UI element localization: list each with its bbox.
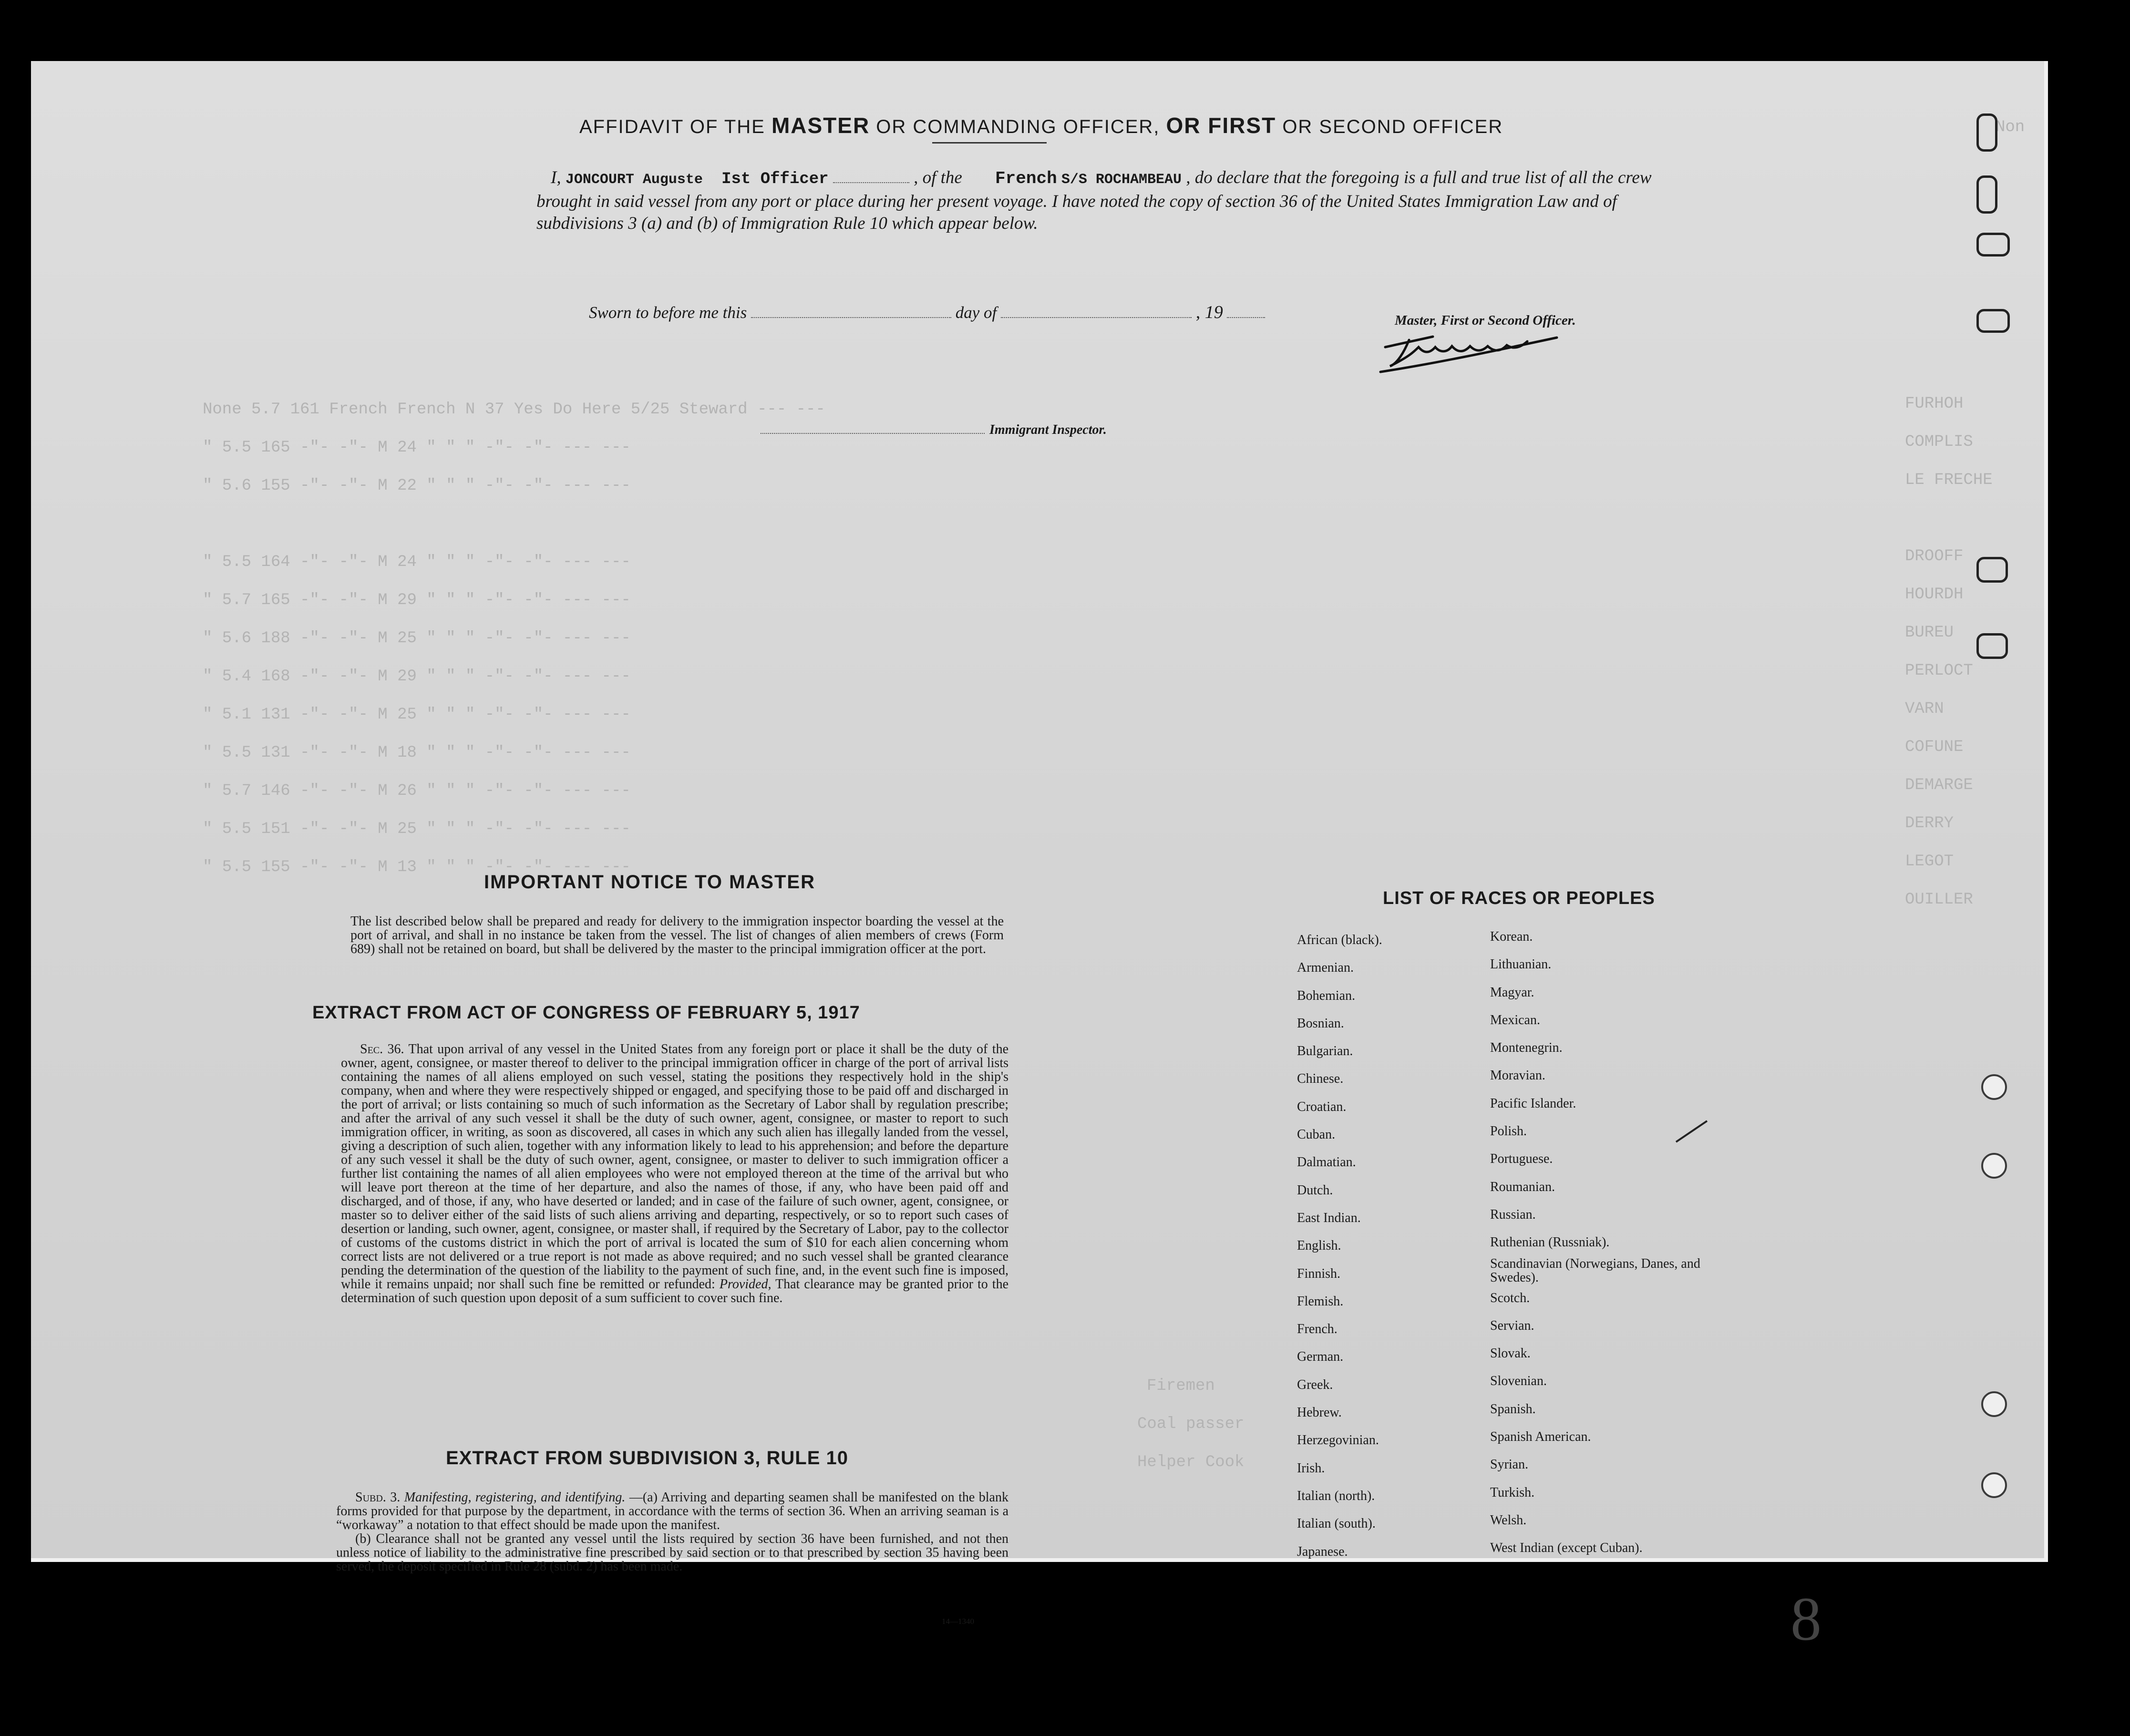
vessel-name: S/S ROCHAMBEAU xyxy=(1061,172,1182,188)
race-item: Scotch. xyxy=(1490,1290,1530,1305)
act-extract-text xyxy=(341,1042,1008,1305)
sworn-line xyxy=(589,302,1265,323)
race-item: Turkish. xyxy=(1490,1485,1535,1500)
subdivision-text-b: (b) Clearance shall not be granted any vessel until the lists required by section 36 have been furnished, and not then unless notice of liability to the administrative fine prescribed by said section or to that prescribed by section 35 having been served, the deposit specified in Rule 28 (subd. 2) has been made. xyxy=(336,1531,1008,1574)
binder-hole-icon xyxy=(1981,1472,2007,1498)
race-item: Bohemian. xyxy=(1297,988,1356,1003)
binder-hole-icon xyxy=(1981,1391,2007,1417)
section-text-end: That clearance may be granted prior to the determination of such question upon deposit of a sum sufficient to cover such fine. xyxy=(341,1277,1008,1305)
inspector-signature-line xyxy=(761,433,985,434)
races-right-column xyxy=(1490,923,1714,1562)
sworn-prefix: Sworn to before me this xyxy=(589,303,747,322)
notice-text: The list described below shall be prepared and ready for delivery to the immigration inspector boarding the vessel at the port of arrival, and shall in no instance be taken from the vessel. The list of changes of alien members of crews (Form 689) shall not be retained on board, but shall be delivered by the master to the principal immigration officer at the port. xyxy=(350,914,1004,956)
of-the-label: , of the xyxy=(914,168,962,187)
race-item: Japanese. xyxy=(1297,1544,1348,1559)
binder-clip-icon xyxy=(1976,557,2008,583)
race-item: Spanish. xyxy=(1490,1401,1536,1417)
page-number: 8 xyxy=(1790,1585,1821,1654)
vessel-nationality: French xyxy=(995,169,1057,188)
race-item: Montenegrin. xyxy=(1490,1040,1563,1056)
inspector-label: Immigrant Inspector. xyxy=(989,422,1107,437)
race-item: Italian (north). xyxy=(1297,1488,1375,1503)
race-item: Slovenian. xyxy=(1490,1374,1547,1389)
provided-label: Provided, xyxy=(719,1277,772,1292)
declaration xyxy=(536,167,1652,235)
race-item: Korean. xyxy=(1490,929,1533,944)
race-item: Italian (south). xyxy=(1297,1516,1376,1531)
race-item: English. xyxy=(1297,1238,1341,1253)
officer-signature xyxy=(1376,318,1576,380)
binder-hole-icon xyxy=(1981,1153,2007,1179)
race-item: Bulgarian. xyxy=(1297,1044,1353,1059)
title-underline xyxy=(932,142,1047,144)
section-label: Sec. 36. xyxy=(360,1042,404,1057)
notice-heading: IMPORTANT NOTICE TO MASTER xyxy=(484,872,815,893)
race-item: Slovak. xyxy=(1490,1346,1531,1361)
race-item: Dalmatian. xyxy=(1297,1155,1356,1170)
race-item: West Indian (except Cuban). xyxy=(1490,1541,1643,1556)
race-item: Servian. xyxy=(1490,1318,1534,1333)
race-item: Moravian. xyxy=(1490,1068,1545,1083)
race-item: Greek. xyxy=(1297,1377,1333,1392)
race-item: Roumanian. xyxy=(1490,1179,1555,1194)
race-item: Herzegovinian. xyxy=(1297,1433,1379,1448)
race-item: Dutch. xyxy=(1297,1182,1333,1198)
race-item: Cuban. xyxy=(1297,1127,1336,1142)
race-item: Hebrew. xyxy=(1297,1405,1342,1420)
race-item: Magyar. xyxy=(1490,985,1534,1000)
binder-clip-icon xyxy=(1976,633,2008,659)
title-part: AFFIDAVIT OF THE xyxy=(579,116,765,137)
form-number: 14—1340 xyxy=(942,1617,974,1626)
race-item: German. xyxy=(1297,1349,1344,1365)
subdivision-title: Manifesting, registering, and identifying. xyxy=(404,1490,626,1505)
race-item: Irish. xyxy=(1297,1460,1325,1476)
races-left-column xyxy=(1297,926,1382,1566)
race-item: Flemish. xyxy=(1297,1294,1344,1309)
title-part: OR COMMANDING OFFICER, xyxy=(876,116,1160,137)
race-item: Lithuanian. xyxy=(1490,957,1552,972)
race-item: Mexican. xyxy=(1490,1012,1540,1027)
document-page: Non FURHOH COMPLIS LE FRECHE DROOFF HOURDH BUREU PERLOCT VARN COFUNE DEMARGE DERRY LEGOT OUILLER None 5.7 161 French French N 37 Yes Do Here 5/25 Steward --- --- " 5.5 165 -"- -"- M 24 " " " -"- -"- --- --- " 5.6 155 -"- -"- M 22 " " " -"- -"- --- --- " 5.5 164 -"- -"- M 24 " " " -"- -"- --- --- " 5.7 165 -"- -"- M 29 " " " -"- -"- --- --- " 5.6 188 -"- -"- M 25 " " " -"- -"- --- --- " 5.4 168 -"- -"- M 29 " " " -"- -"- --- --- " 5.1 131 -"- -"- M 25 " " " -"- -"- --- --- " 5.5 131 -"- -"- M 18 " " " -"- -"- --- --- " 5.7 146 -"- -"- M 26 " " " -"- -"- --- --- " 5.5 151 -"- -"- M 25 " " " -"- -"- --- --- " 5.5 155 -"- -"- M 13 " " " -"- -"- --- --- Firemen Coal passer Helper Cook AFFIDAVIT OF THE MASTER OR COMMANDING OFFICER, OR FIRST OR SECOND OFFICER I, JONCOURT Auguste Ist Officer , of the French S/S ROCHAMBEAU , do declare that the foregoing is a full and true list of all the crew brought in said vessel from any port or place during her present voyage. I have noted the copy of section 36 of the United States Immigration Law and of subdivisions 3 (a) and (b) of Immigration Rule 10 which appear below. Master, First or Second Officer. Sworn to before me this day of , 19 Immigrant Inspector. IMPORTANT NOTICE TO MASTER The list described below shall be prepared and ready for delivery to the immigration inspector boarding the vessel at the port of arrival, and shall in no instance be taken from the vessel. The list of changes of alien members of crews (Form 689) shall not be retained on board, but shall be delivered by the master to the principal immigration officer at the port. EXTRACT FROM ACT OF CONGRESS OF FEBRUARY 5, 1917 Sec. 36. That upon arrival of any vessel in the United States from any foreign port or place it shall be the duty of the owner, agent, consignee, or master thereof to deliver to the principal immigration officer in charge of the port of arrival lists containing the names of all aliens employed on such vessel, stating the positions they respectively hold in the ship's company, when and where they were respectively shipped or engaged, and specifying those to be paid off and discharged in the port of arrival; or lists containing so much of such information as the Secretary of Labor shall by regulation prescribe; and after the arrival of any such vessel it shall be the duty of such owner, agent, consignee, or master to report to such immigration officer, in writing, as soon as discovered, all cases in which any such alien has illegally landed from the vessel, giving a description of such alien, together with any information likely to lead to his apprehension; and before the departure of any such vessel it shall be the duty of such owner, agent, consignee, or master to deliver to such immigration officer a further list containing the names of all alien employees who were not employed thereon at the time of the arrival but who will leave port thereon at the time of her departure, and also the names of those, if any, who have been paid off and discharged, and of those, if any, who have deserted or landed; and in case of the failure of such owner, agent, consignee, or master so to deliver either of the said lists of such aliens arriving and departing, respectively, or so to report such cases of desertion or landing, such owner, agent, consignee, or master shall, if required by the Secretary of Labor, pay to the collector of customs of the customs district in which the port of arrival is located the sum of $10 for each alien concerning whom correct lists are not delivered or a true report is not made as above required; and no such vessel shall be granted clearance pending the determination of the question of the liability to the payment of such fine, and, in the event such fine is imposed, while it remains unpaid; nor shall such fine be remitted or refunded: Provided, That clearance may be granted prior to the determination of such question upon deposit of a sum sufficient to cover such fine. EXTRACT FROM SUBDIVISION 3, RULE 10 Subd. 3. Manifesting, registering, and identifying. —(a) Arriving and departing seamen shall be manifested on the blank forms provided for that purpose by the department, in accordance with the terms of section 36. When an arriving seaman is a “workaway” a notation to that effect should be made upon the manifest. (b) Clearance shall not be granted any vessel until the lists required by section 36 have been furnished, and not then unless notice of liability to the administrative fine prescribed by said section or to that prescribed by section 35 having been served, the deposit specified in Rule 28 (subd. 2) has been made. 14—1340 LIST OF RACES OR PEOPLES African (black). Armenian. Bohemian. Bosnian. Bulgarian. Chinese. Croatian. Cuban. Dalmatian. Dutch. East Indian. English. Finnish. Flemish. French. German. Greek. Hebrew. Herzegovinian. Irish. Italian (north). Italian (south). Japanese. Korean. Lithuanian. Magyar. Mexican. Montenegrin. Moravian. Pacific Islander. Polish. Portuguese. Roumanian. Russian. Ruthenian (Russniak). Scandinavian (Norwegians, Danes, and Swedes). Scotch. Servian. Slovak. Slovenian. Spanish. Spanish American. Syrian. Turkish. Welsh. West Indian (except Cuban). 8 xyxy=(31,61,2048,1562)
declaration-body: that the foregoing is a full and true list of all the crew brought in said vessel from any port or place during her present voyage. I have noted the copy of section 36 of the United States Immigration Law and of subdivisions 3 (a) and (b) of Immigration Rule 10 which appear below. xyxy=(536,168,1652,233)
race-item: Ruthenian (Russniak). xyxy=(1490,1235,1610,1250)
race-item: Welsh. xyxy=(1490,1512,1527,1528)
race-item: Scandinavian (Norwegians, Danes, and Swedes). xyxy=(1490,1256,1700,1285)
race-item: Spanish American. xyxy=(1490,1429,1591,1445)
race-item: Syrian. xyxy=(1490,1457,1529,1472)
race-item: Pacific Islander. xyxy=(1490,1096,1576,1111)
binder-clip-icon xyxy=(1976,309,2010,333)
master-signature-label: Master, First or Second Officer. xyxy=(1395,313,1576,328)
rule-extract-text xyxy=(336,1490,1008,1573)
pencil-tick-mark xyxy=(1674,1117,1712,1146)
races-heading: LIST OF RACES OR PEOPLES xyxy=(1383,888,1655,908)
race-item: African (black). xyxy=(1297,933,1382,947)
act-extract-heading: EXTRACT FROM ACT OF CONGRESS OF FEBRUARY 5, 1917 xyxy=(312,1003,860,1023)
title-part: OR SECOND OFFICER xyxy=(1282,116,1503,137)
sworn-year-label: , 19 xyxy=(1195,302,1223,322)
race-item: Finnish. xyxy=(1297,1266,1341,1281)
subdivision-text-a: —(a) Arriving and departing seamen shall be manifested on the blank forms provided for that purpose by the department, in accordance with the terms of section 36. When an arriving seaman is a “workaway” a notation to that effect should be made upon the manifest. xyxy=(336,1490,1008,1532)
officer-rank: Ist Officer xyxy=(721,170,829,188)
race-item: Russian. xyxy=(1490,1207,1536,1222)
rule-extract-heading: EXTRACT FROM SUBDIVISION 3, RULE 10 xyxy=(446,1448,848,1469)
race-item: Croatian. xyxy=(1297,1099,1347,1114)
declaration-i: I, xyxy=(551,168,561,187)
race-item: Portuguese. xyxy=(1490,1151,1553,1167)
race-item: Chinese. xyxy=(1297,1071,1344,1087)
binder-hole-icon xyxy=(1981,1074,2007,1100)
title-part: MASTER xyxy=(771,113,870,138)
binder-clip-icon xyxy=(1976,233,2010,257)
race-item: French. xyxy=(1297,1322,1338,1337)
race-item: Bosnian. xyxy=(1297,1016,1344,1031)
subdivision-label: Subd. 3. xyxy=(355,1490,401,1505)
race-item: Armenian. xyxy=(1297,960,1354,976)
binder-clip-icon xyxy=(1976,175,1997,214)
title-part: OR FIRST xyxy=(1166,113,1276,138)
officer-name: JONCOURT Auguste xyxy=(565,172,703,188)
affidavit-title xyxy=(579,113,1503,138)
sworn-day-label: day of xyxy=(955,303,997,322)
race-item: Polish. xyxy=(1490,1124,1527,1139)
race-item: East Indian. xyxy=(1297,1210,1361,1225)
do-declare-label: , do declare xyxy=(1186,168,1269,187)
binder-clip-icon xyxy=(1976,113,1997,152)
section-text: That upon arrival of any vessel in the United States from any foreign port or place it shall be the duty of the owner, agent, consignee, or master thereof to deliver to the principal immigration officer in charge of the port of arrival lists containing the names of all aliens employed on such vessel, stating the positions they respectively hold in the ship's company, when and where they were respectively shipped or engaged, and specifying those to be paid off and discharged in the port of arrival; or lists containing so much of such information as the Secretary of Labor shall by regulation prescribe; and after the arrival of any such vessel it shall be the duty of such owner, agent, consignee, or master to report to such immigration officer, in writing, as soon as discovered, all cases in which any such alien has illegally landed from the vessel, giving a description of such alien, together with any information likely to lead to his apprehension; and before the departure of any such vessel it shall be the duty of such owner, agent, consignee, or master to deliver to such immigration officer a further list containing the names of all alien employees who were not employed thereon at the time of the arrival but who will leave port thereon at the time of her departure, and also the names of those, if any, who have been paid off and discharged, and of those, if any, who have deserted or landed; and in case of the failure of such owner, agent, consignee, or master so to deliver either of the said lists of such aliens arriving and departing, respectively, or so to report such cases of desertion or landing, such owner, agent, consignee, or master shall, if required by the Secretary of Labor, pay to the collector of customs of the customs district in which the port of arrival is located the sum of $10 for each alien concerning whom correct lists are not delivered or a true report is not made as above required; and no such vessel shall be granted clearance pending the determination of the question of the liability to the payment of such fine, and, in the event such fine is imposed, while it remains unpaid; nor shall such fine be remitted or refunded: xyxy=(341,1042,1008,1292)
